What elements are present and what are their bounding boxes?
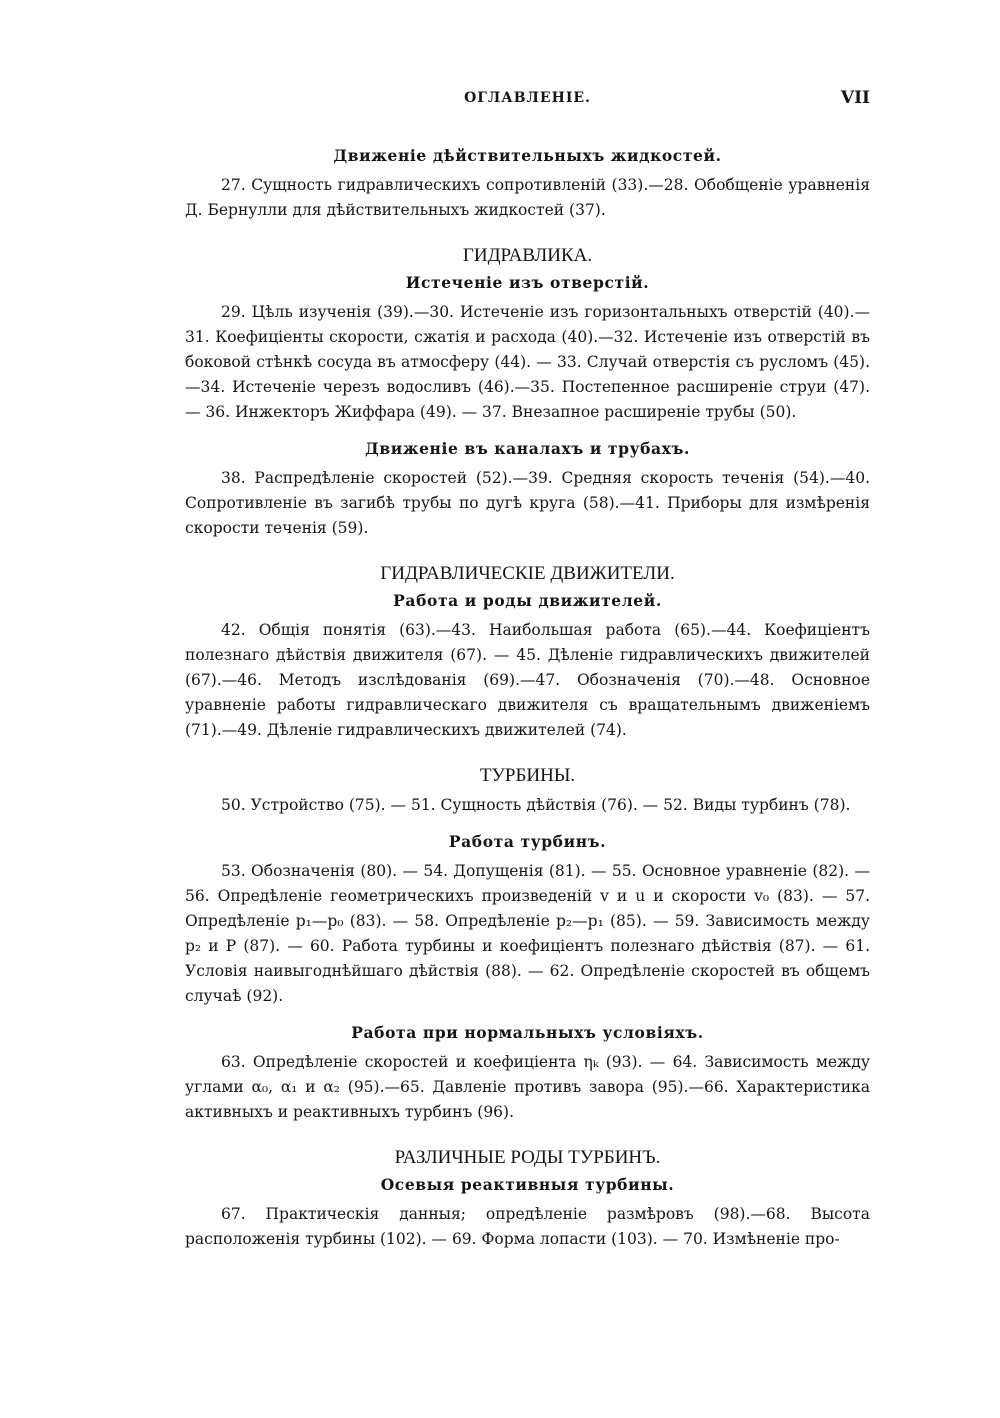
toc-paragraph: 67. Практическія данныя; опредѣленіе размѣровъ (98).—68. Высота расположенія турбины (102). — 69. Форма лопасти (103). — 70. Измѣненіе про- <box>185 1205 870 1248</box>
toc-paragraph: 50. Устройство (75). — 51. Сущность дѣйствія (76). — 52. Виды турбинъ (78). <box>221 796 851 814</box>
section-heading: РАЗЛИЧНЫЕ РОДЫ ТУРБИНЪ. <box>394 1147 661 1168</box>
section-subheading: Работа турбинъ. <box>448 832 607 851</box>
section-heading: ГИДРАВЛИКА. <box>462 245 593 266</box>
toc-paragraph: 27. Сущность гидравлическихъ сопротивленій (33).—28. Обобщеніе уравненія Д. Бернулли для дѣйствительныхъ жидкостей (37). <box>185 176 870 219</box>
page-number: VII <box>840 88 870 108</box>
section-subheading: Осевыя реактивныя турбины. <box>380 1175 675 1194</box>
toc-paragraph: 42. Общія понятія (63).—43. Наибольшая работа (65).—44. Коефиціентъ полезнаго дѣйствія движителя (67). — 45. Дѣленіе гидравлическихъ движителей (67).—46. Методъ изслѣдованія (69).—47. Обозначенія (70).—48. Основное уравненіе работы гидравлическаго движителя съ вращательнымъ движеніемъ (71).—49. Дѣленіе гидравлическихъ движителей (74). <box>185 621 870 739</box>
section-subheading: Работа и роды движителей. <box>393 591 662 610</box>
section-subheading: Работа при нормальныхъ условіяхъ. <box>351 1023 704 1042</box>
section-subheading: Движеніе въ каналахъ и трубахъ. <box>365 439 690 458</box>
section-heading: ГИДРАВЛИЧЕСКІЕ ДВИЖИТЕЛИ. <box>380 563 675 584</box>
section-subheading: Истеченіе изъ отверстій. <box>405 273 650 292</box>
table-of-contents <box>185 140 870 1266</box>
toc-paragraph: 38. Распредѣленіе скоростей (52).—39. Средняя скорость теченія (54).—40. Сопротивленіе въ загибѣ трубы по дугѣ круга (58).—41. Приборы для измѣренія скорости теченія (59). <box>185 469 870 537</box>
toc-paragraph: 53. Обозначенія (80). — 54. Допущенія (81). — 55. Основное уравненіе (82). — 56. Опредѣленіе геометрическихъ произведеній v и u и скорости v₀ (83). — 57. Опредѣленіе p₁—p₀ (83). — 58. Опредѣленіе p₂—p₁ (85). — 59. Зависимость между p₂ и P (87). — 60. Работа турбины и коефиціентъ полезнаго дѣйствія (87). — 61. Условія наивыгоднѣйшаго дѣйствія (88). — 62. Опредѣленіе скоростей въ общемъ случаѣ (92). <box>185 862 870 1005</box>
section-heading: ТУРБИНЫ. <box>479 765 576 786</box>
toc-paragraph: 29. Цѣль изученія (39).—30. Истеченіе изъ горизонтальныхъ отверстій (40).—31. Коефиціенты скорости, сжатія и расхода (40).—32. Истеченіе изъ отверстій въ боковой стѣнкѣ сосуда въ атмосферу (44). — 33. Случай отверстія съ русломъ (45).—34. Истеченіе черезъ водосливъ (46).—35. Постепенное расширеніе струи (47). — 36. Инжекторъ Жиффара (49). — 37. Внезапное расширеніе трубы (50). <box>185 303 870 421</box>
toc-paragraph: 63. Опредѣленіе скоростей и коефиціента ηₖ (93). — 64. Зависимость между углами α₀, α₁ и α₂ (95).—65. Давленіе противъ завора (95).—66. Характеристика активныхъ и реактивныхъ турбинъ (96). <box>185 1053 870 1121</box>
page-header <box>185 90 870 116</box>
running-title: ОГЛАВЛЕНІЕ. <box>464 90 591 106</box>
section-subheading: Движеніе дѣйствительныхъ жидкостей. <box>333 146 722 165</box>
